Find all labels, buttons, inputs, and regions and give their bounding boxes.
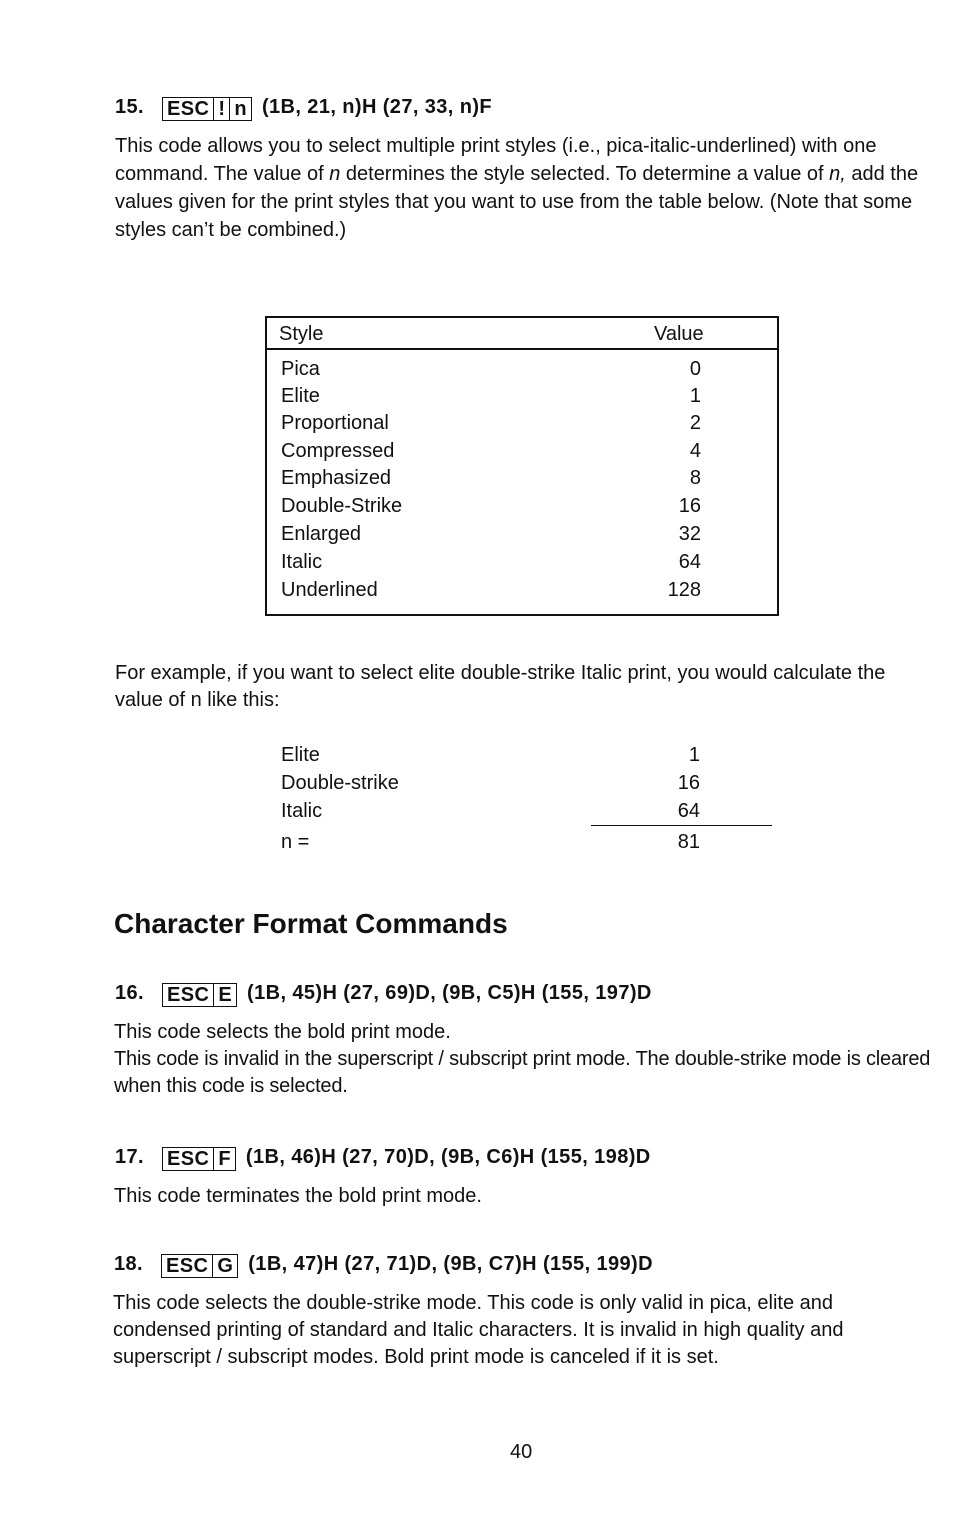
key-esc: ESC [166, 98, 210, 120]
example-text: For example, if you want to select elite double-strike Italic print, you would calculate the value of n like this: [115, 662, 886, 711]
table-row [281, 523, 701, 551]
cmd16-description [114, 1018, 934, 1100]
row-value: 1 [689, 385, 701, 407]
style-table [265, 316, 779, 616]
calc-result-row [281, 831, 700, 859]
style-table-header [267, 318, 777, 350]
table-row [281, 495, 701, 523]
table-row [281, 551, 701, 579]
key-esc: ESC [166, 984, 210, 1006]
sum-rule [591, 825, 772, 826]
key-exclamation: ! [213, 98, 229, 120]
row-style: Elite [281, 385, 320, 407]
cmd18-description [113, 1290, 928, 1371]
cmd18-line1: This code selects the double-strike mode. This code is only valid in pica, elite and condensed printing of standard and Italic characters. It is invalid in high quality and superscript / subscript modes. Bold print mode is canceled if it is set. [113, 1292, 844, 1368]
cmd18-heading [114, 1253, 653, 1278]
calc-row [281, 772, 700, 800]
cmd17-number: 17. [115, 1146, 145, 1168]
row-value: 128 [667, 579, 701, 601]
cmd15-var-n: n [329, 163, 341, 185]
row-style: Enlarged [281, 523, 362, 545]
cmd15-text-a: This code allows you to select multiple print styles (i.e., pica-italic-underlined) with one command. The value of [115, 135, 877, 185]
calc-value: 16 [677, 772, 700, 794]
cmd18-keys [161, 1254, 238, 1278]
cmd15-number: 15. [115, 96, 145, 118]
key-esc: ESC [165, 1255, 209, 1277]
row-style: Italic [281, 551, 323, 573]
header-style: Style [279, 323, 324, 345]
cmd17-line1: This code terminates the bold print mode. [114, 1185, 482, 1207]
key-f: F [213, 1148, 235, 1170]
cmd17-keys [162, 1147, 236, 1171]
row-value: 8 [689, 467, 701, 489]
cmd15-heading [115, 96, 492, 121]
row-value: 0 [689, 358, 701, 380]
key-n: n [229, 98, 251, 120]
key-g: G [212, 1255, 237, 1277]
cmd16-number: 16. [115, 982, 145, 1004]
cmd16-keys [162, 983, 237, 1007]
page-number: 40 [510, 1441, 533, 1463]
row-style: Compressed [281, 440, 395, 462]
cmd18-codes: (1B, 47)H (27, 71)D, (9B, C7)H (155, 199)D [248, 1253, 653, 1275]
table-row [281, 385, 701, 413]
row-style: Double-Strike [281, 495, 403, 517]
cmd15-description [115, 132, 933, 244]
calc-label: Double-strike [281, 772, 399, 794]
cmd15-codes: (1B, 21, n)H (27, 33, n)F [261, 96, 493, 118]
cmd16-heading [115, 982, 652, 1007]
row-style: Underlined [281, 579, 378, 601]
table-row [281, 358, 701, 386]
calc-value: 1 [688, 744, 700, 766]
row-value: 32 [678, 523, 701, 545]
cmd17-codes: (1B, 46)H (27, 70)D, (9B, C6)H (155, 198)D [245, 1146, 651, 1168]
table-row [281, 579, 701, 607]
cmd15-text-b: determines the style selected. To determine a value of [340, 163, 830, 185]
calc-row [281, 800, 700, 828]
result-value: 81 [677, 831, 700, 853]
section-title: Character Format Commands [114, 908, 508, 939]
row-style: Pica [281, 358, 320, 380]
cmd15-keys [162, 97, 252, 121]
cmd15-var-n2: n, [829, 163, 846, 185]
result-label: n = [281, 831, 310, 853]
cmd16-codes: (1B, 45)H (27, 69)D, (9B, C5)H (155, 197)D [247, 982, 652, 1004]
cmd16-line1: This code selects the bold print mode. [114, 1021, 451, 1043]
example-calculation [281, 744, 772, 860]
table-row [281, 440, 701, 468]
key-esc: ESC [166, 1148, 210, 1170]
row-value: 4 [689, 440, 701, 462]
table-row [281, 467, 701, 495]
row-style: Proportional [281, 412, 389, 434]
cmd16-line2: This code is invalid in the superscript / subscript print mode. The double-strike mode is cleared when this code is selected. [114, 1048, 931, 1097]
row-value: 64 [678, 551, 701, 573]
row-value: 2 [689, 412, 701, 434]
calc-label: Italic [281, 800, 323, 822]
calc-row [281, 744, 700, 772]
calc-value: 64 [677, 800, 700, 822]
cmd18-number: 18. [114, 1253, 144, 1275]
cmd15-text-c: add the values given for the print styles that you want to use from the table below. (Note that some styles can’t be combined.) [115, 163, 919, 241]
key-e: E [213, 984, 236, 1006]
row-style: Emphasized [281, 467, 392, 489]
table-row [281, 412, 701, 440]
calc-label: Elite [281, 744, 320, 766]
header-value: Value [654, 323, 704, 345]
row-value: 16 [678, 495, 701, 517]
cmd17-description [114, 1182, 934, 1210]
cmd17-heading [115, 1146, 651, 1171]
